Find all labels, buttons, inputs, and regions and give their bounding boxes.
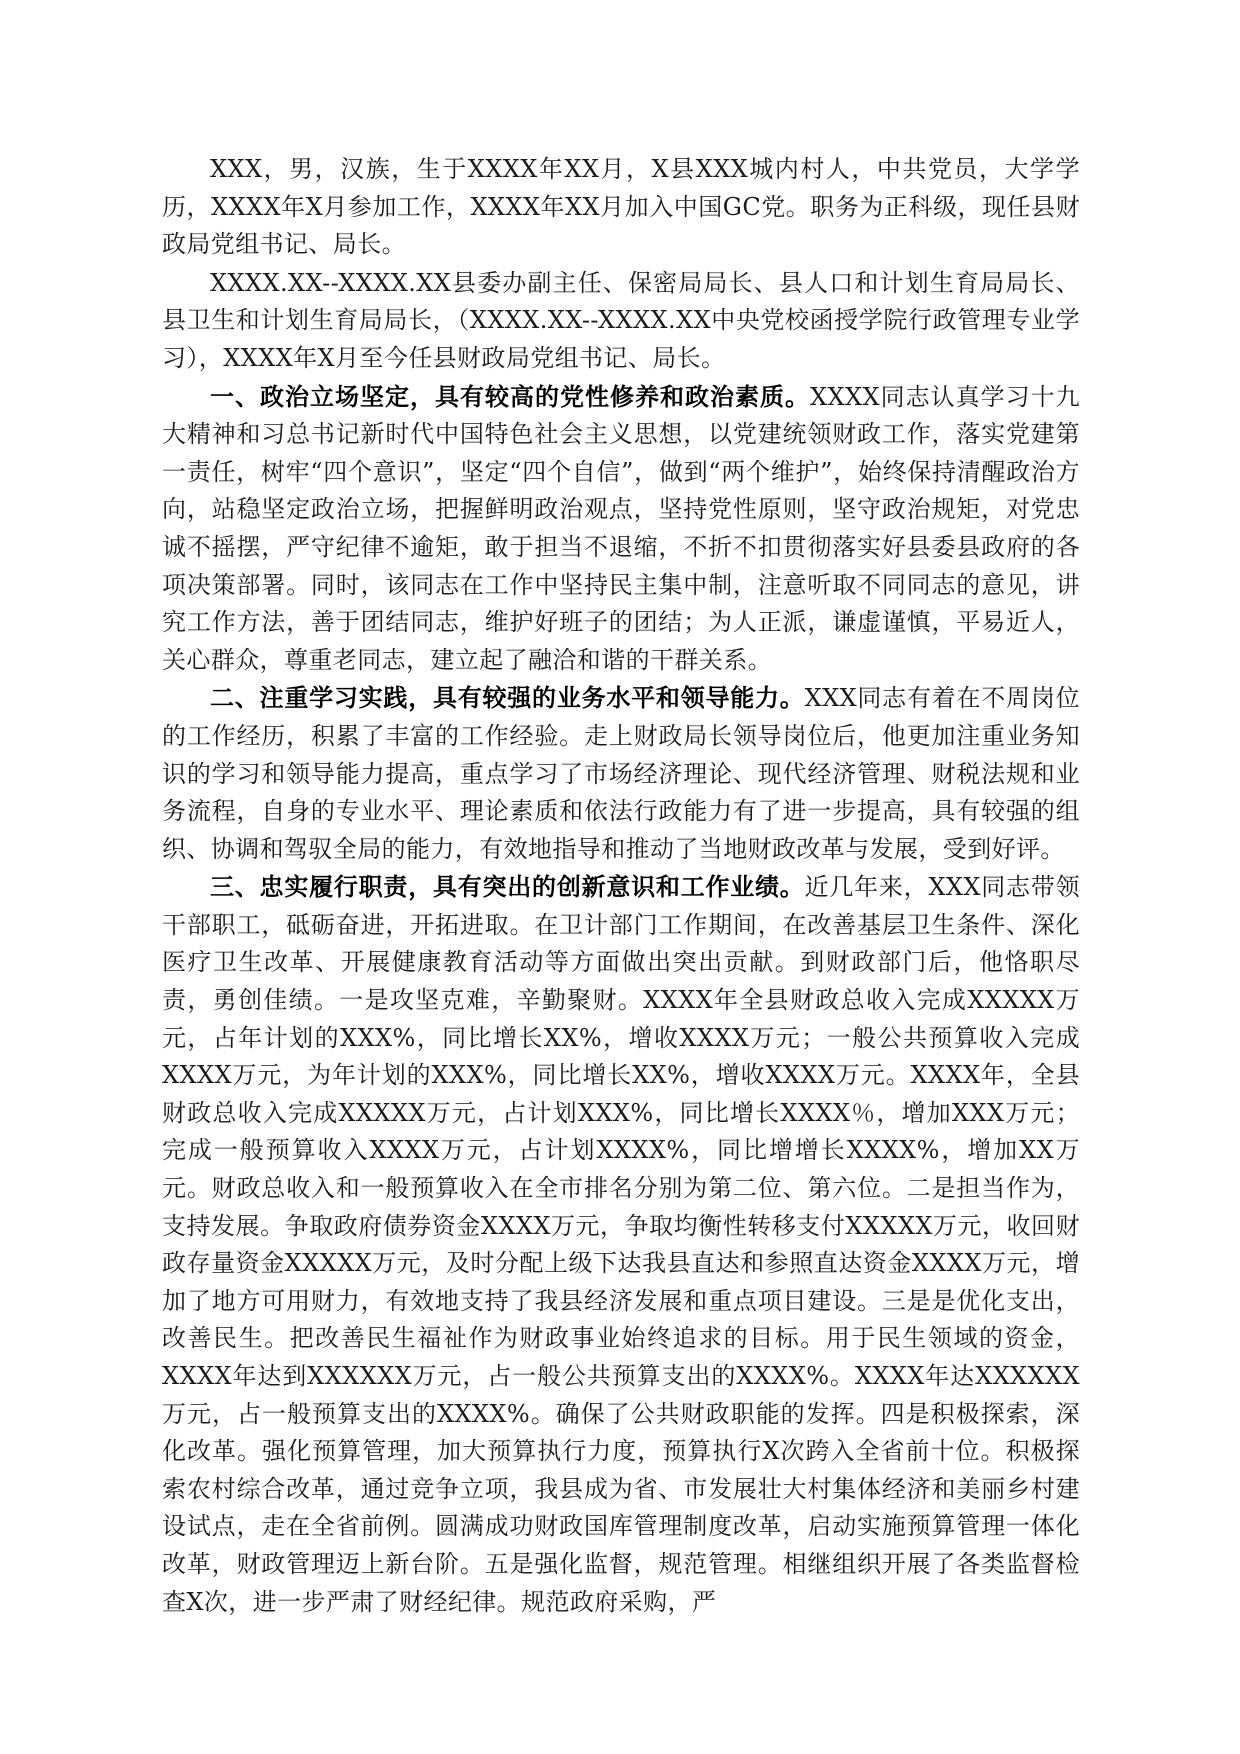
paragraph-text: XXX，男，汉族，生于XXXX年XX月，X县XXX城内村人，中共党员，大学学历，XXXX年X月参加工作，XXXX年XX月加入中国GC党。职务为正科级，现任县财政局党组书记、局长。 <box>162 155 1080 259</box>
paragraph-resume <box>162 264 1080 378</box>
paragraph-text: XXXX.XX--XXXX.XX县委办副主任、保密局局长、县人口和计划生育局局长、县卫生和计划生育局局长，（XXXX.XX--XXXX.XX中央党校函授学院行政管理专业学习），XXXX年X月至今任县财政局党组书记、局长。 <box>162 268 1080 372</box>
section-heading: 二、注重学习实践，具有较强的业务水平和领导能力。 <box>210 683 805 713</box>
section-heading: 一、政治立场坚定，具有较高的党性修养和政治素质。 <box>210 381 811 411</box>
paragraph-text: XXX同志有着在不周岗位的工作经历，积累了丰富的工作经验。走上财政局长领导岗位后，他更加注重业务知识的学习和领导能力提高，重点学习了市场经济理论、现代经济管理、财税法规和业务流程，自身的专业水平、理论素质和依法行政能力有了进一步提高，具有较强的组织、协调和驾驭全局的能力，有效地指导和推动了当地财政改革与发展，受到好评。 <box>162 684 1080 863</box>
paragraph-section-1 <box>162 378 1080 680</box>
paragraph-text: XXXX同志认真学习十九大精神和习总书记新时代中国特色社会主义思想，以党建统领财政工作，落实党建第一责任，树牢“四个意识”，坚定“四个自信”，做到“两个维护”，始终保持清醒政治方向，站稳坚定政治立场，把握鲜明政治观点，坚持党性原则，坚守政治规矩，对党忠诚不摇摆，严守纪律不逾矩，敢于担当不退缩，不折不扣贯彻落实好县委县政府的各项决策部署。同时，该同志在工作中坚持民主集中制，注意听取不同同志的意见，讲究工作方法，善于团结同志，维护好班子的团结；为人正派，谦虚谨慎，平易近人，关心群众，尊重老同志，建立起了融洽和谐的干群关系。 <box>162 382 1080 674</box>
paragraph-text: 近几年来，XXX同志带领干部职工，砥砺奋进，开拓进取。在卫计部门工作期间，在改善基层卫生条件、深化医疗卫生改革、开展健康教育活动等方面做出突出贡献。到财政部门后，他恪职尽责，勇创佳绩。一是攻坚克难，辛勤聚财。XXXX年全县财政总收入完成XXXXX万元，占年计划的XXX%，同比增长XX%，增收XXXX万元；一般公共预算收入完成XXXX万元，为年计划的XXX%，同比增长XX%，增收XXXX万元。XXXX年，全县财政总收入完成XXXXX万元，占计划XXX%，同比增长XXXX％，增加XXX万元；完成一般预算收入XXXX万元，占计划XXXX%，同比增增长XXXX%，增加XX万元。财政总收入和一般预算收入在全市排名分别为第二位、第六位。二是担当作为，支持发展。争取政府债券资金XXXX万元，争取均衡性转移支付XXXXX万元，收回财政存量资金XXXXX万元，及时分配上级下达我县直达和参照直达资金XXXX万元，增加了地方可用财力，有效地支持了我县经济发展和重点项目建设。三是是优化支出，改善民生。把改善民生福祉作为财政事业始终追求的目标。用于民生领域的资金，XXXX年达到XXXXXX万元，占一般公共预算支出的XXXX%。XXXX年达XXXXXX万元，占一般预算支出的XXXX%。确保了公共财政职能的发挥。四是积极探索，深化改革。强化预算管理，加大预算执行力度，预算执行X次跨入全省前十位。积极探索农村综合改革，通过竞争立项，我县成为省、市发展壮大村集体经济和美丽乡村建设试点，走在全省前例。圆满成功财政国库管理制度改革，启动实施预算管理一体化改革，财政管理迈上新台阶。五是强化监督，规范管理。相继组织开展了各类监督检查X次，进一步严肃了财经纪律。规范政府采购，严 <box>162 873 1080 1616</box>
document-page <box>162 150 1080 1621</box>
section-heading: 三、忠实履行职责，具有突出的创新意识和工作业绩。 <box>210 872 805 902</box>
paragraph-section-2 <box>162 679 1080 868</box>
paragraph-bio <box>162 150 1080 264</box>
paragraph-section-3 <box>162 868 1080 1621</box>
